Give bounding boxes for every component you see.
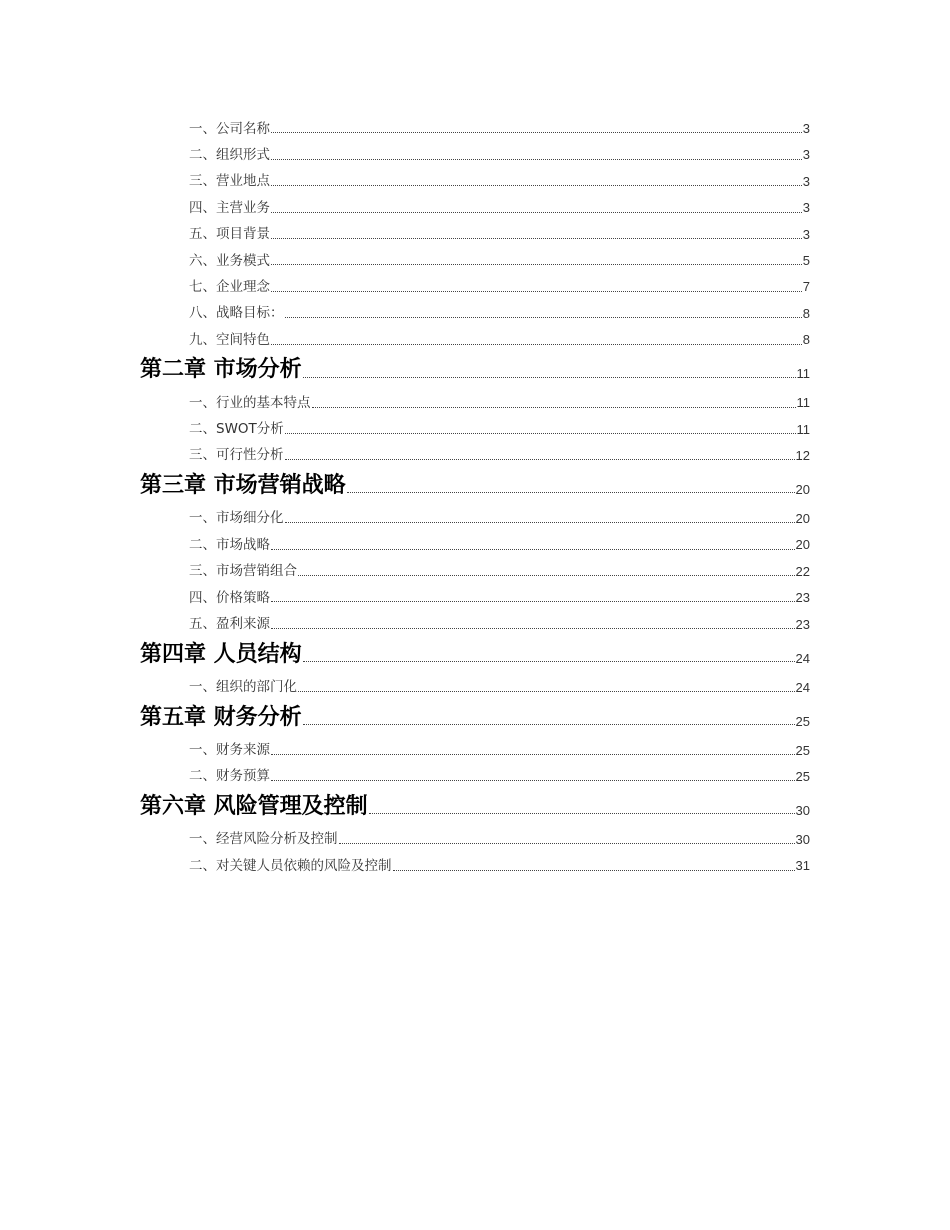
toc-page-number: 22 — [795, 563, 810, 579]
toc-dot-leader — [303, 377, 796, 378]
toc-page-number: 3 — [802, 121, 810, 137]
toc-section-entry[interactable] — [0, 498, 950, 526]
toc-section-entry[interactable] — [0, 189, 950, 215]
toc-dot-leader — [271, 291, 802, 292]
toc-section-title: 四、主营业务 — [189, 199, 270, 216]
toc-page-number: 12 — [795, 448, 810, 463]
toc-page-number: 8 — [802, 305, 810, 321]
toc-page-number: 31 — [795, 858, 810, 874]
toc-dot-leader — [271, 185, 802, 186]
toc-page-number: 11 — [796, 366, 810, 382]
toc-page-number: 20 — [795, 511, 810, 526]
toc-page-number: 3 — [802, 226, 810, 242]
toc-section-entry[interactable] — [0, 526, 950, 552]
toc-section-entry[interactable] — [0, 242, 950, 268]
toc-section-entry[interactable] — [0, 136, 950, 162]
toc-section-entry[interactable] — [0, 730, 950, 758]
toc-dot-leader — [271, 628, 795, 629]
toc-section-entry[interactable] — [0, 667, 950, 695]
toc-dot-leader — [271, 780, 795, 781]
toc-section-entry[interactable] — [0, 605, 950, 631]
toc-dot-leader — [271, 549, 795, 550]
toc-dot-leader — [298, 691, 795, 692]
toc-section-title: 一、市场细分化 — [189, 510, 284, 527]
toc-section-title: 一、公司名称 — [189, 120, 270, 137]
toc-page-number: 25 — [795, 742, 810, 758]
toc-section-title: 一、组织的部门化 — [189, 679, 297, 696]
toc-section-entry[interactable] — [0, 437, 950, 463]
toc-section-title: 八、战略目标： — [189, 305, 284, 322]
toc-section-title: 五、项目背景 — [189, 226, 270, 243]
toc-section-title: 二、组织形式 — [189, 146, 270, 163]
toc-section-title: 二、财务预算 — [189, 768, 270, 785]
toc-section-entry[interactable] — [0, 553, 950, 579]
toc-page-number: 23 — [795, 590, 810, 606]
toc-dot-leader — [271, 132, 802, 133]
toc-section-entry[interactable] — [0, 321, 950, 347]
toc-section-title: 一、行业的基本特点 — [189, 394, 311, 411]
toc-page-number: 30 — [795, 802, 810, 818]
toc-section-entry[interactable] — [0, 268, 950, 294]
toc-section-title: 五、盈利来源 — [189, 616, 270, 633]
toc-chapter-title: 第五章 财务分析 — [140, 704, 302, 730]
toc-section-entry[interactable] — [0, 383, 950, 411]
toc-section-title: 三、可行性分析 — [189, 447, 284, 464]
toc-dot-leader — [271, 344, 802, 345]
toc-section-entry[interactable] — [0, 163, 950, 189]
toc-page-number: 20 — [795, 482, 810, 497]
toc-dot-leader — [369, 813, 795, 814]
toc-dot-leader — [312, 407, 796, 408]
toc-page-number: 5 — [802, 253, 810, 269]
toc-chapter-entry[interactable] — [0, 348, 950, 383]
toc-page-number: 24 — [795, 650, 810, 666]
toc-section-entry[interactable] — [0, 295, 950, 321]
toc-chapter-title: 第六章 风险管理及控制 — [140, 794, 368, 820]
toc-section-title: 二、市场战略 — [189, 536, 270, 553]
toc-dot-leader — [271, 159, 802, 160]
toc-section-title: 七、企业理念 — [189, 278, 270, 295]
toc-section-title: 三、市场营销组合 — [189, 563, 297, 580]
toc-section-entry[interactable] — [0, 758, 950, 784]
toc-section-entry[interactable] — [0, 579, 950, 605]
toc-page-number: 23 — [795, 616, 810, 632]
toc-section-title: 六、业务模式 — [189, 252, 270, 269]
toc-page-number: 3 — [802, 147, 810, 163]
toc-chapter-title: 第三章 市场营销战略 — [140, 473, 346, 499]
toc-dot-leader — [285, 317, 802, 318]
toc-dot-leader — [339, 843, 795, 844]
toc-page-number: 30 — [795, 831, 810, 847]
toc-page-number: 8 — [802, 332, 810, 348]
toc-chapter-title: 第二章 市场分析 — [140, 357, 302, 383]
toc-page-number: 11 — [796, 395, 810, 411]
toc-chapter-entry[interactable] — [0, 695, 950, 730]
toc-section-title: 一、经营风险分析及控制 — [189, 831, 338, 848]
toc-section-title: 四、价格策略 — [189, 589, 270, 606]
toc-section-entry[interactable] — [0, 847, 950, 873]
toc-section-title: 二、SWOT分析 — [189, 421, 284, 438]
toc-page-number: 3 — [802, 173, 810, 189]
toc-page-number: 20 — [795, 537, 810, 553]
toc-page-number: 7 — [802, 279, 810, 295]
table-of-contents — [0, 110, 950, 874]
toc-page-number: 3 — [802, 200, 810, 216]
toc-dot-leader — [285, 459, 795, 460]
toc-dot-leader — [303, 661, 795, 662]
toc-section-entry[interactable] — [0, 216, 950, 242]
toc-dot-leader — [285, 433, 796, 434]
toc-section-title: 九、空间特色 — [189, 331, 270, 348]
toc-dot-leader — [298, 575, 795, 576]
toc-chapter-entry[interactable] — [0, 463, 950, 498]
toc-section-title: 二、对关键人员依赖的风险及控制 — [189, 857, 392, 874]
toc-chapter-entry[interactable] — [0, 632, 950, 667]
toc-dot-leader — [347, 492, 795, 493]
toc-dot-leader — [271, 238, 802, 239]
toc-dot-leader — [271, 601, 795, 602]
toc-section-title: 三、营业地点 — [189, 173, 270, 190]
toc-dot-leader — [303, 724, 795, 725]
toc-dot-leader — [271, 754, 795, 755]
toc-section-entry[interactable] — [0, 411, 950, 437]
toc-dot-leader — [271, 212, 802, 213]
toc-section-entry[interactable] — [0, 819, 950, 847]
toc-section-title: 一、财务来源 — [189, 742, 270, 759]
toc-section-entry[interactable] — [0, 110, 950, 136]
toc-chapter-title: 第四章 人员结构 — [140, 641, 302, 667]
toc-chapter-entry[interactable] — [0, 784, 950, 819]
toc-dot-leader — [285, 522, 795, 523]
toc-dot-leader — [271, 264, 802, 265]
toc-page-number: 11 — [796, 421, 810, 437]
toc-page-number: 24 — [795, 679, 810, 695]
toc-page-number: 25 — [795, 713, 810, 729]
toc-dot-leader — [393, 870, 795, 871]
toc-page-number: 25 — [795, 768, 810, 784]
